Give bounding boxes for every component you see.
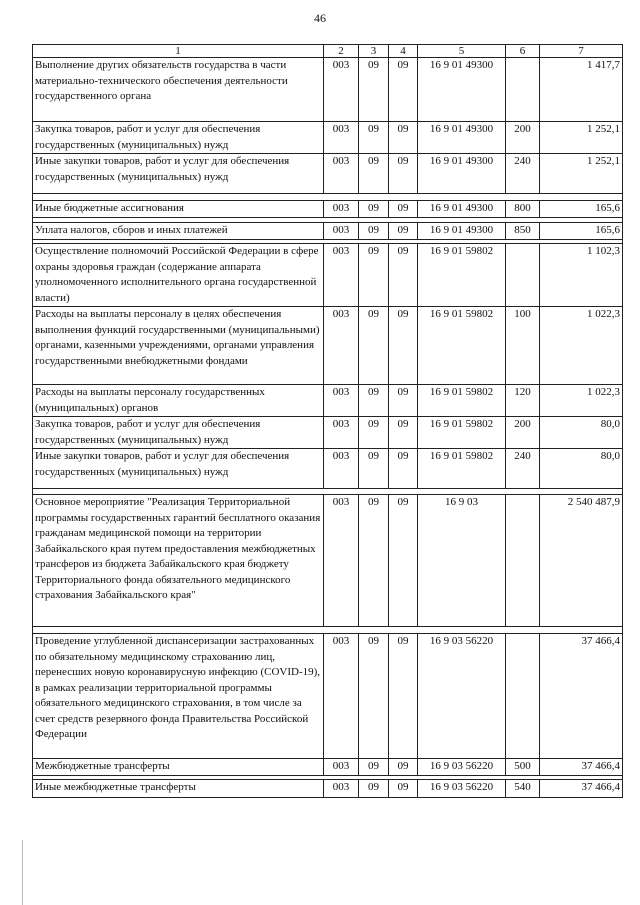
budget-table: [32, 44, 623, 798]
header-col-1: 1: [33, 45, 324, 58]
cell-target-article: 16 9 01 59802: [418, 385, 506, 417]
cell-section: 09: [359, 780, 389, 798]
cell-name: Осуществление полномочий Российской Федерации в сфере охраны здоровья граждан (содержание аппарата уполномоченного исполнительного органа государственной власти): [33, 244, 324, 307]
cell-target-article: 16 9 01 49300: [418, 154, 506, 194]
cell-target-article: 16 9 03 56220: [418, 759, 506, 776]
cell-name: Расходы на выплаты персоналу государственных (муниципальных) органов: [33, 385, 324, 417]
cell-admin-code: 003: [324, 223, 359, 240]
cell-amount: 165,6: [540, 223, 623, 240]
table-row: [33, 307, 623, 385]
cell-name: Уплата налогов, сборов и иных платежей: [33, 223, 324, 240]
cell-section: 09: [359, 244, 389, 307]
cell-admin-code: 003: [324, 449, 359, 489]
cell-name: Закупка товаров, работ и услуг для обеспечения государственных (муниципальных) нужд: [33, 122, 324, 154]
cell-expense-type: [506, 634, 540, 759]
cell-subsection: 09: [389, 122, 418, 154]
table-row: [33, 244, 623, 307]
cell-amount: 1 102,3: [540, 244, 623, 307]
cell-subsection: 09: [389, 223, 418, 240]
cell-expense-type: 100: [506, 307, 540, 385]
table-row: [33, 385, 623, 417]
cell-subsection: 09: [389, 58, 418, 122]
cell-section: 09: [359, 154, 389, 194]
cell-subsection: 09: [389, 244, 418, 307]
cell-name: Иные межбюджетные трансферты: [33, 780, 324, 798]
cell-section: 09: [359, 495, 389, 627]
row-spacer: [33, 627, 623, 634]
cell-target-article: 16 9 01 59802: [418, 449, 506, 489]
cell-subsection: 09: [389, 449, 418, 489]
page-number: 46: [314, 11, 326, 25]
cell-name: Основное мероприятие "Реализация Территориальной программы государственных гарантий бесплатного оказания гражданам медицинской помощи на территории Забайкальского края путем предоставления межбюджетных трансферов из бюджета Забайкальского края бюджету Территориального фонда обязательного медицинского страхования Забайкальского края": [33, 495, 324, 627]
header-col-2: 2: [324, 45, 359, 58]
cell-section: 09: [359, 122, 389, 154]
cell-subsection: 09: [389, 634, 418, 759]
table-row: [33, 154, 623, 194]
cell-target-article: 16 9 01 59802: [418, 244, 506, 307]
cell-admin-code: 003: [324, 201, 359, 218]
cell-section: 09: [359, 449, 389, 489]
cell-section: 09: [359, 759, 389, 776]
cell-target-article: 16 9 03 56220: [418, 780, 506, 798]
cell-target-article: 16 9 01 59802: [418, 307, 506, 385]
table-row: [33, 495, 623, 627]
cell-amount: 80,0: [540, 449, 623, 489]
cell-amount: 80,0: [540, 417, 623, 449]
cell-admin-code: 003: [324, 244, 359, 307]
cell-amount: 37 466,4: [540, 780, 623, 798]
cell-section: 09: [359, 307, 389, 385]
cell-name: Проведение углубленной диспансеризации застрахованных по обязательному медицинскому страхованию лиц, перенесших новую коронавирусную инфекцию (COVID-19), в рамках реализации территориальной программы обязательного медицинского страхования, в том числе за счет средств резервного фонда Правительства Российской Федерации: [33, 634, 324, 759]
cell-expense-type: 800: [506, 201, 540, 218]
row-spacer-cell: [33, 194, 623, 201]
table-row: [33, 122, 623, 154]
cell-name: Межбюджетные трансферты: [33, 759, 324, 776]
cell-admin-code: 003: [324, 122, 359, 154]
cell-expense-type: [506, 58, 540, 122]
cell-expense-type: 200: [506, 417, 540, 449]
cell-subsection: 09: [389, 780, 418, 798]
cell-expense-type: 850: [506, 223, 540, 240]
cell-name: Иные закупки товаров, работ и услуг для обеспечения государственных (муниципальных) нужд: [33, 154, 324, 194]
cell-section: 09: [359, 385, 389, 417]
cell-name: Выполнение других обязательств государства в части материально-технического обеспечения деятельности государственного органа: [33, 58, 324, 122]
cell-subsection: 09: [389, 154, 418, 194]
cell-section: 09: [359, 58, 389, 122]
cell-subsection: 09: [389, 385, 418, 417]
cell-admin-code: 003: [324, 307, 359, 385]
cell-target-article: 16 9 03: [418, 495, 506, 627]
table-row: [33, 634, 623, 759]
header-col-6: 6: [506, 45, 540, 58]
cell-target-article: 16 9 01 49300: [418, 223, 506, 240]
cell-admin-code: 003: [324, 780, 359, 798]
table-row: [33, 759, 623, 776]
cell-admin-code: 003: [324, 154, 359, 194]
cell-target-article: 16 9 01 49300: [418, 58, 506, 122]
cell-section: 09: [359, 201, 389, 218]
table-row: [33, 223, 623, 240]
table-body: [33, 58, 623, 798]
cell-amount: 37 466,4: [540, 634, 623, 759]
cell-expense-type: [506, 495, 540, 627]
cell-name: Иные бюджетные ассигнования: [33, 201, 324, 218]
cell-subsection: 09: [389, 307, 418, 385]
cell-target-article: 16 9 01 49300: [418, 201, 506, 218]
cell-admin-code: 003: [324, 58, 359, 122]
header-col-4: 4: [389, 45, 418, 58]
header-col-7: 7: [540, 45, 623, 58]
cell-admin-code: 003: [324, 385, 359, 417]
cell-amount: 1 417,7: [540, 58, 623, 122]
table-row: [33, 780, 623, 798]
cell-expense-type: 240: [506, 154, 540, 194]
cell-expense-type: 120: [506, 385, 540, 417]
cell-subsection: 09: [389, 495, 418, 627]
cell-target-article: 16 9 01 59802: [418, 417, 506, 449]
cell-admin-code: 003: [324, 634, 359, 759]
cell-expense-type: 500: [506, 759, 540, 776]
row-spacer-cell: [33, 627, 623, 634]
cell-subsection: 09: [389, 417, 418, 449]
cell-section: 09: [359, 634, 389, 759]
header-col-5: 5: [418, 45, 506, 58]
cell-amount: 1 252,1: [540, 122, 623, 154]
cell-admin-code: 003: [324, 417, 359, 449]
table-row: [33, 449, 623, 489]
table-row: [33, 58, 623, 122]
row-spacer: [33, 194, 623, 201]
cell-admin-code: 003: [324, 759, 359, 776]
cell-subsection: 09: [389, 759, 418, 776]
scan-edge-line: [22, 840, 23, 905]
cell-subsection: 09: [389, 201, 418, 218]
cell-name: Иные закупки товаров, работ и услуг для обеспечения государственных (муниципальных) нужд: [33, 449, 324, 489]
table-row: [33, 201, 623, 218]
cell-expense-type: 200: [506, 122, 540, 154]
cell-amount: 1 252,1: [540, 154, 623, 194]
cell-expense-type: [506, 244, 540, 307]
cell-amount: 1 022,3: [540, 307, 623, 385]
cell-section: 09: [359, 223, 389, 240]
cell-expense-type: 240: [506, 449, 540, 489]
cell-name: Закупка товаров, работ и услуг для обеспечения государственных (муниципальных) нужд: [33, 417, 324, 449]
cell-name: Расходы на выплаты персоналу в целях обеспечения выполнения функций государственными (муниципальными) органами, казенными учреждениями, органами управления государственными внебюджетными фондами: [33, 307, 324, 385]
header-col-3: 3: [359, 45, 389, 58]
cell-target-article: 16 9 01 49300: [418, 122, 506, 154]
cell-section: 09: [359, 417, 389, 449]
cell-amount: 2 540 487,9: [540, 495, 623, 627]
header-row: [33, 45, 623, 58]
cell-target-article: 16 9 03 56220: [418, 634, 506, 759]
cell-amount: 165,6: [540, 201, 623, 218]
cell-admin-code: 003: [324, 495, 359, 627]
cell-expense-type: 540: [506, 780, 540, 798]
cell-amount: 1 022,3: [540, 385, 623, 417]
cell-amount: 37 466,4: [540, 759, 623, 776]
table-row: [33, 417, 623, 449]
